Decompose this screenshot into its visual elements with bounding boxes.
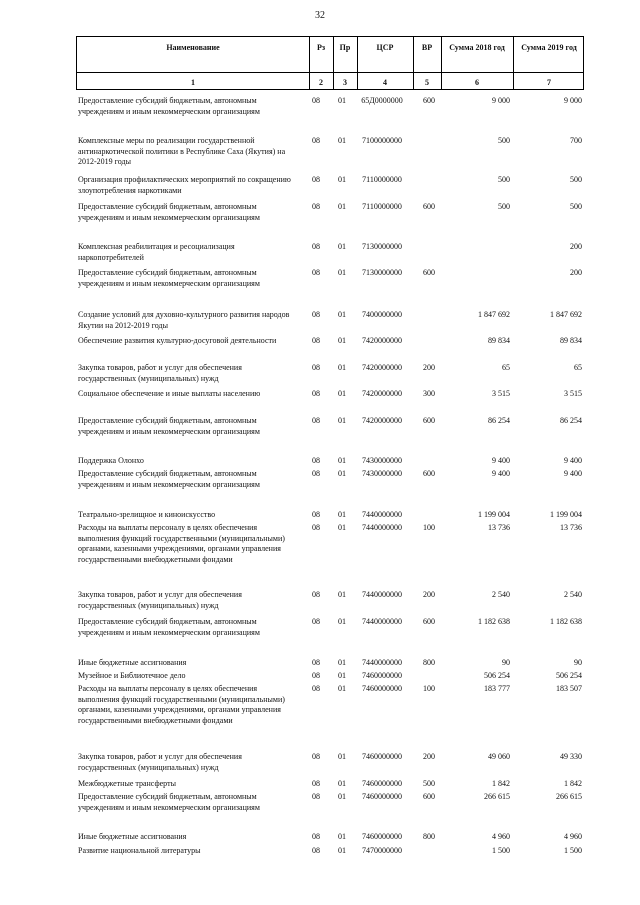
row-csr: 7460000000 (362, 832, 402, 841)
row-rz: 08 (312, 202, 320, 211)
row-name: Предоставление субсидий бюджетным, автономным учреждениям и иным некоммерческим организациям (78, 617, 260, 637)
row-csr: 7420000000 (362, 363, 402, 372)
row-sum-2018: 9 400 (492, 456, 510, 465)
row-sum-2019: 9 000 (564, 96, 582, 105)
row-sum-2018: 13 736 (488, 523, 510, 532)
header-rz: Рз (316, 43, 326, 52)
row-rz: 08 (312, 671, 320, 680)
row-vr: 300 (423, 389, 435, 398)
row-csr: 7440000000 (362, 617, 402, 626)
row-csr: 7460000000 (362, 779, 402, 788)
row-sum-2018: 1 500 (492, 846, 510, 855)
row-sum-2019: 9 400 (564, 469, 582, 478)
row-sum-2018: 500 (498, 175, 510, 184)
row-name: Создание условий для духовно-культурного развития народов Якутии на 2012-2019 годы (78, 310, 290, 330)
row-pr: 01 (338, 792, 346, 801)
row-sum-2018: 1 182 638 (478, 617, 510, 626)
row-sum-2018: 1 847 692 (478, 310, 510, 319)
row-pr: 01 (338, 510, 346, 519)
row-name: Предоставление субсидий бюджетным, автономным учреждениям и иным некоммерческим организациям (78, 469, 260, 489)
row-sum-2018: 183 777 (484, 684, 510, 693)
row-pr: 01 (338, 389, 346, 398)
header-num: 4 (383, 78, 387, 87)
row-vr: 200 (423, 752, 435, 761)
row-csr: 7460000000 (362, 752, 402, 761)
row-pr: 01 (338, 658, 346, 667)
row-csr: 7460000000 (362, 684, 402, 693)
row-sum-2019: 2 540 (564, 590, 582, 599)
row-sum-2019: 13 736 (560, 523, 582, 532)
row-vr: 600 (423, 416, 435, 425)
row-csr: 7440000000 (362, 510, 402, 519)
header-num: 1 (191, 78, 195, 87)
header-num: 2 (319, 78, 323, 87)
row-name: Расходы на выплаты персоналу в целях обеспечения выполнения функций государственными (муниципальными) органами, казенными учреждениями, органами управления государственными внебюджетными фондами (78, 523, 285, 564)
row-vr: 800 (423, 832, 435, 841)
row-sum-2019: 200 (570, 242, 582, 251)
row-rz: 08 (312, 268, 320, 277)
row-sum-2019: 700 (570, 136, 582, 145)
header-sum-2018: Сумма 2018 год (449, 43, 505, 52)
row-rz: 08 (312, 469, 320, 478)
row-sum-2019: 86 254 (560, 416, 582, 425)
row-pr: 01 (338, 363, 346, 372)
row-csr: 7110000000 (362, 175, 402, 184)
header-num: 7 (547, 78, 551, 87)
row-rz: 08 (312, 523, 320, 532)
row-rz: 08 (312, 363, 320, 372)
row-name: Закупка товаров, работ и услуг для обеспечения государственных (муниципальных) нужд (78, 590, 242, 610)
header-name: Наименование (166, 43, 220, 52)
row-name: Предоставление субсидий бюджетным, автономным учреждениям и иным некоммерческим организациям (78, 202, 260, 222)
row-vr: 200 (423, 363, 435, 372)
row-pr: 01 (338, 310, 346, 319)
row-sum-2019: 266 615 (556, 792, 582, 801)
row-name: Театрально-зрелищное и киноискусство (78, 510, 216, 519)
row-rz: 08 (312, 684, 320, 693)
row-sum-2018: 3 515 (492, 389, 510, 398)
row-name: Развитие национальной литературы (78, 846, 201, 855)
row-rz: 08 (312, 136, 320, 145)
row-rz: 08 (312, 752, 320, 761)
row-vr: 600 (423, 469, 435, 478)
row-name: Обеспечение развития культурно-досуговой деятельности (78, 336, 277, 345)
row-csr: 7420000000 (362, 389, 402, 398)
row-sum-2019: 4 960 (564, 832, 582, 841)
row-sum-2019: 500 (570, 175, 582, 184)
row-rz: 08 (312, 846, 320, 855)
row-sum-2018: 89 834 (488, 336, 510, 345)
row-sum-2018: 1 199 004 (478, 510, 510, 519)
row-sum-2019: 183 507 (556, 684, 582, 693)
row-csr: 7420000000 (362, 336, 402, 345)
row-rz: 08 (312, 617, 320, 626)
header-num: 3 (343, 78, 347, 87)
row-name: Поддержка Олонхо (78, 456, 144, 465)
row-pr: 01 (338, 523, 346, 532)
row-name: Предоставление субсидий бюджетным, автономным учреждениям и иным некоммерческим организациям (78, 416, 260, 436)
row-pr: 01 (338, 202, 346, 211)
row-sum-2019: 89 834 (560, 336, 582, 345)
row-rz: 08 (312, 336, 320, 345)
row-pr: 01 (338, 617, 346, 626)
row-pr: 01 (338, 268, 346, 277)
row-rz: 08 (312, 242, 320, 251)
row-sum-2019: 9 400 (564, 456, 582, 465)
row-sum-2019: 506 254 (556, 671, 582, 680)
row-csr: 7460000000 (362, 792, 402, 801)
row-sum-2019: 500 (570, 202, 582, 211)
row-name: Предоставление субсидий бюджетным, автономным учреждениям и иным некоммерческим организациям (78, 268, 260, 288)
row-rz: 08 (312, 416, 320, 425)
row-rz: 08 (312, 792, 320, 801)
row-pr: 01 (338, 684, 346, 693)
row-sum-2019: 3 515 (564, 389, 582, 398)
row-pr: 01 (338, 590, 346, 599)
row-vr: 600 (423, 202, 435, 211)
table-header (76, 36, 584, 90)
row-sum-2018: 65 (502, 363, 510, 372)
row-pr: 01 (338, 96, 346, 105)
row-pr: 01 (338, 752, 346, 761)
row-name: Комплексная реабилитация и ресоциализация наркопотребителей (78, 242, 235, 262)
row-sum-2019: 1 847 692 (550, 310, 582, 319)
row-csr: 7130000000 (362, 242, 402, 251)
row-sum-2018: 500 (498, 202, 510, 211)
header-csr: ЦСР (376, 43, 394, 52)
row-csr: 7440000000 (362, 523, 402, 532)
header-sum-2019: Сумма 2019 год (521, 43, 577, 52)
row-vr: 100 (423, 523, 435, 532)
row-sum-2018: 9 000 (492, 96, 510, 105)
row-sum-2018: 266 615 (484, 792, 510, 801)
row-csr: 7470000000 (362, 846, 402, 855)
row-vr: 200 (423, 590, 435, 599)
row-csr: 7110000000 (362, 202, 402, 211)
row-sum-2018: 1 842 (492, 779, 510, 788)
row-csr: 7100000000 (362, 136, 402, 145)
header-pr: Пр (339, 43, 351, 52)
row-sum-2018: 2 540 (492, 590, 510, 599)
row-rz: 08 (312, 779, 320, 788)
row-rz: 08 (312, 96, 320, 105)
row-sum-2018: 90 (502, 658, 510, 667)
row-sum-2019: 49 330 (560, 752, 582, 761)
row-name: Закупка товаров, работ и услуг для обеспечения государственных (муниципальных) нужд (78, 752, 242, 772)
header-num: 6 (475, 78, 479, 87)
row-sum-2018: 86 254 (488, 416, 510, 425)
row-name: Закупка товаров, работ и услуг для обеспечения государственных (муниципальных) нужд (78, 363, 242, 383)
row-rz: 08 (312, 832, 320, 841)
row-name: Иные бюджетные ассигнования (78, 832, 187, 841)
row-csr: 65Д0000000 (361, 96, 403, 105)
row-name: Социальное обеспечение и иные выплаты населению (78, 389, 261, 398)
row-sum-2018: 506 254 (484, 671, 510, 680)
row-vr: 500 (423, 779, 435, 788)
row-sum-2019: 1 182 638 (550, 617, 582, 626)
row-pr: 01 (338, 671, 346, 680)
row-vr: 800 (423, 658, 435, 667)
header-divider (77, 72, 583, 73)
page-number: 32 (315, 10, 325, 21)
row-csr: 7430000000 (362, 469, 402, 478)
row-pr: 01 (338, 175, 346, 184)
row-name: Межбюджетные трансферты (78, 779, 176, 788)
row-csr: 7440000000 (362, 658, 402, 667)
row-csr: 7440000000 (362, 590, 402, 599)
row-sum-2019: 1 199 004 (550, 510, 582, 519)
row-rz: 08 (312, 310, 320, 319)
row-sum-2019: 200 (570, 268, 582, 277)
row-vr: 100 (423, 684, 435, 693)
row-pr: 01 (338, 832, 346, 841)
row-csr: 7430000000 (362, 456, 402, 465)
row-pr: 01 (338, 336, 346, 345)
row-sum-2019: 90 (574, 658, 582, 667)
header-num: 5 (425, 78, 429, 87)
row-rz: 08 (312, 658, 320, 667)
row-rz: 08 (312, 175, 320, 184)
row-name: Расходы на выплаты персоналу в целях обеспечения выполнения функций государственными (муниципальными) органами, казенными учреждениями, органами управления государственными внебюджетными фондами (78, 684, 285, 725)
row-name: Предоставление субсидий бюджетным, автономным учреждениям и иным некоммерческим организациям (78, 96, 260, 116)
row-name: Предоставление субсидий бюджетным, автономным учреждениям и иным некоммерческим организациям (78, 792, 260, 812)
header-vr: ВР (421, 43, 433, 52)
row-name: Музейное и Библиотечное дело (78, 671, 186, 680)
row-rz: 08 (312, 590, 320, 599)
row-sum-2019: 1 842 (564, 779, 582, 788)
row-csr: 7400000000 (362, 310, 402, 319)
row-pr: 01 (338, 779, 346, 788)
row-sum-2019: 1 500 (564, 846, 582, 855)
row-csr: 7460000000 (362, 671, 402, 680)
row-name: Организация профилактических мероприятий по сокращению злоупотребления наркотиками (78, 175, 291, 195)
row-csr: 7420000000 (362, 416, 402, 425)
row-pr: 01 (338, 456, 346, 465)
row-sum-2018: 49 060 (488, 752, 510, 761)
row-rz: 08 (312, 510, 320, 519)
row-sum-2018: 4 960 (492, 832, 510, 841)
row-name: Иные бюджетные ассигнования (78, 658, 187, 667)
row-sum-2019: 65 (574, 363, 582, 372)
row-sum-2018: 500 (498, 136, 510, 145)
row-sum-2018: 9 400 (492, 469, 510, 478)
row-name: Комплексные меры по реализации государственной антинаркотической политики в Республике Саха (Якутия) на 2012-2019 годы (78, 136, 286, 167)
row-vr: 600 (423, 268, 435, 277)
row-pr: 01 (338, 242, 346, 251)
row-rz: 08 (312, 456, 320, 465)
row-vr: 600 (423, 792, 435, 801)
row-pr: 01 (338, 846, 346, 855)
row-pr: 01 (338, 469, 346, 478)
row-vr: 600 (423, 96, 435, 105)
row-pr: 01 (338, 416, 346, 425)
row-rz: 08 (312, 389, 320, 398)
row-vr: 600 (423, 617, 435, 626)
row-csr: 7130000000 (362, 268, 402, 277)
row-pr: 01 (338, 136, 346, 145)
